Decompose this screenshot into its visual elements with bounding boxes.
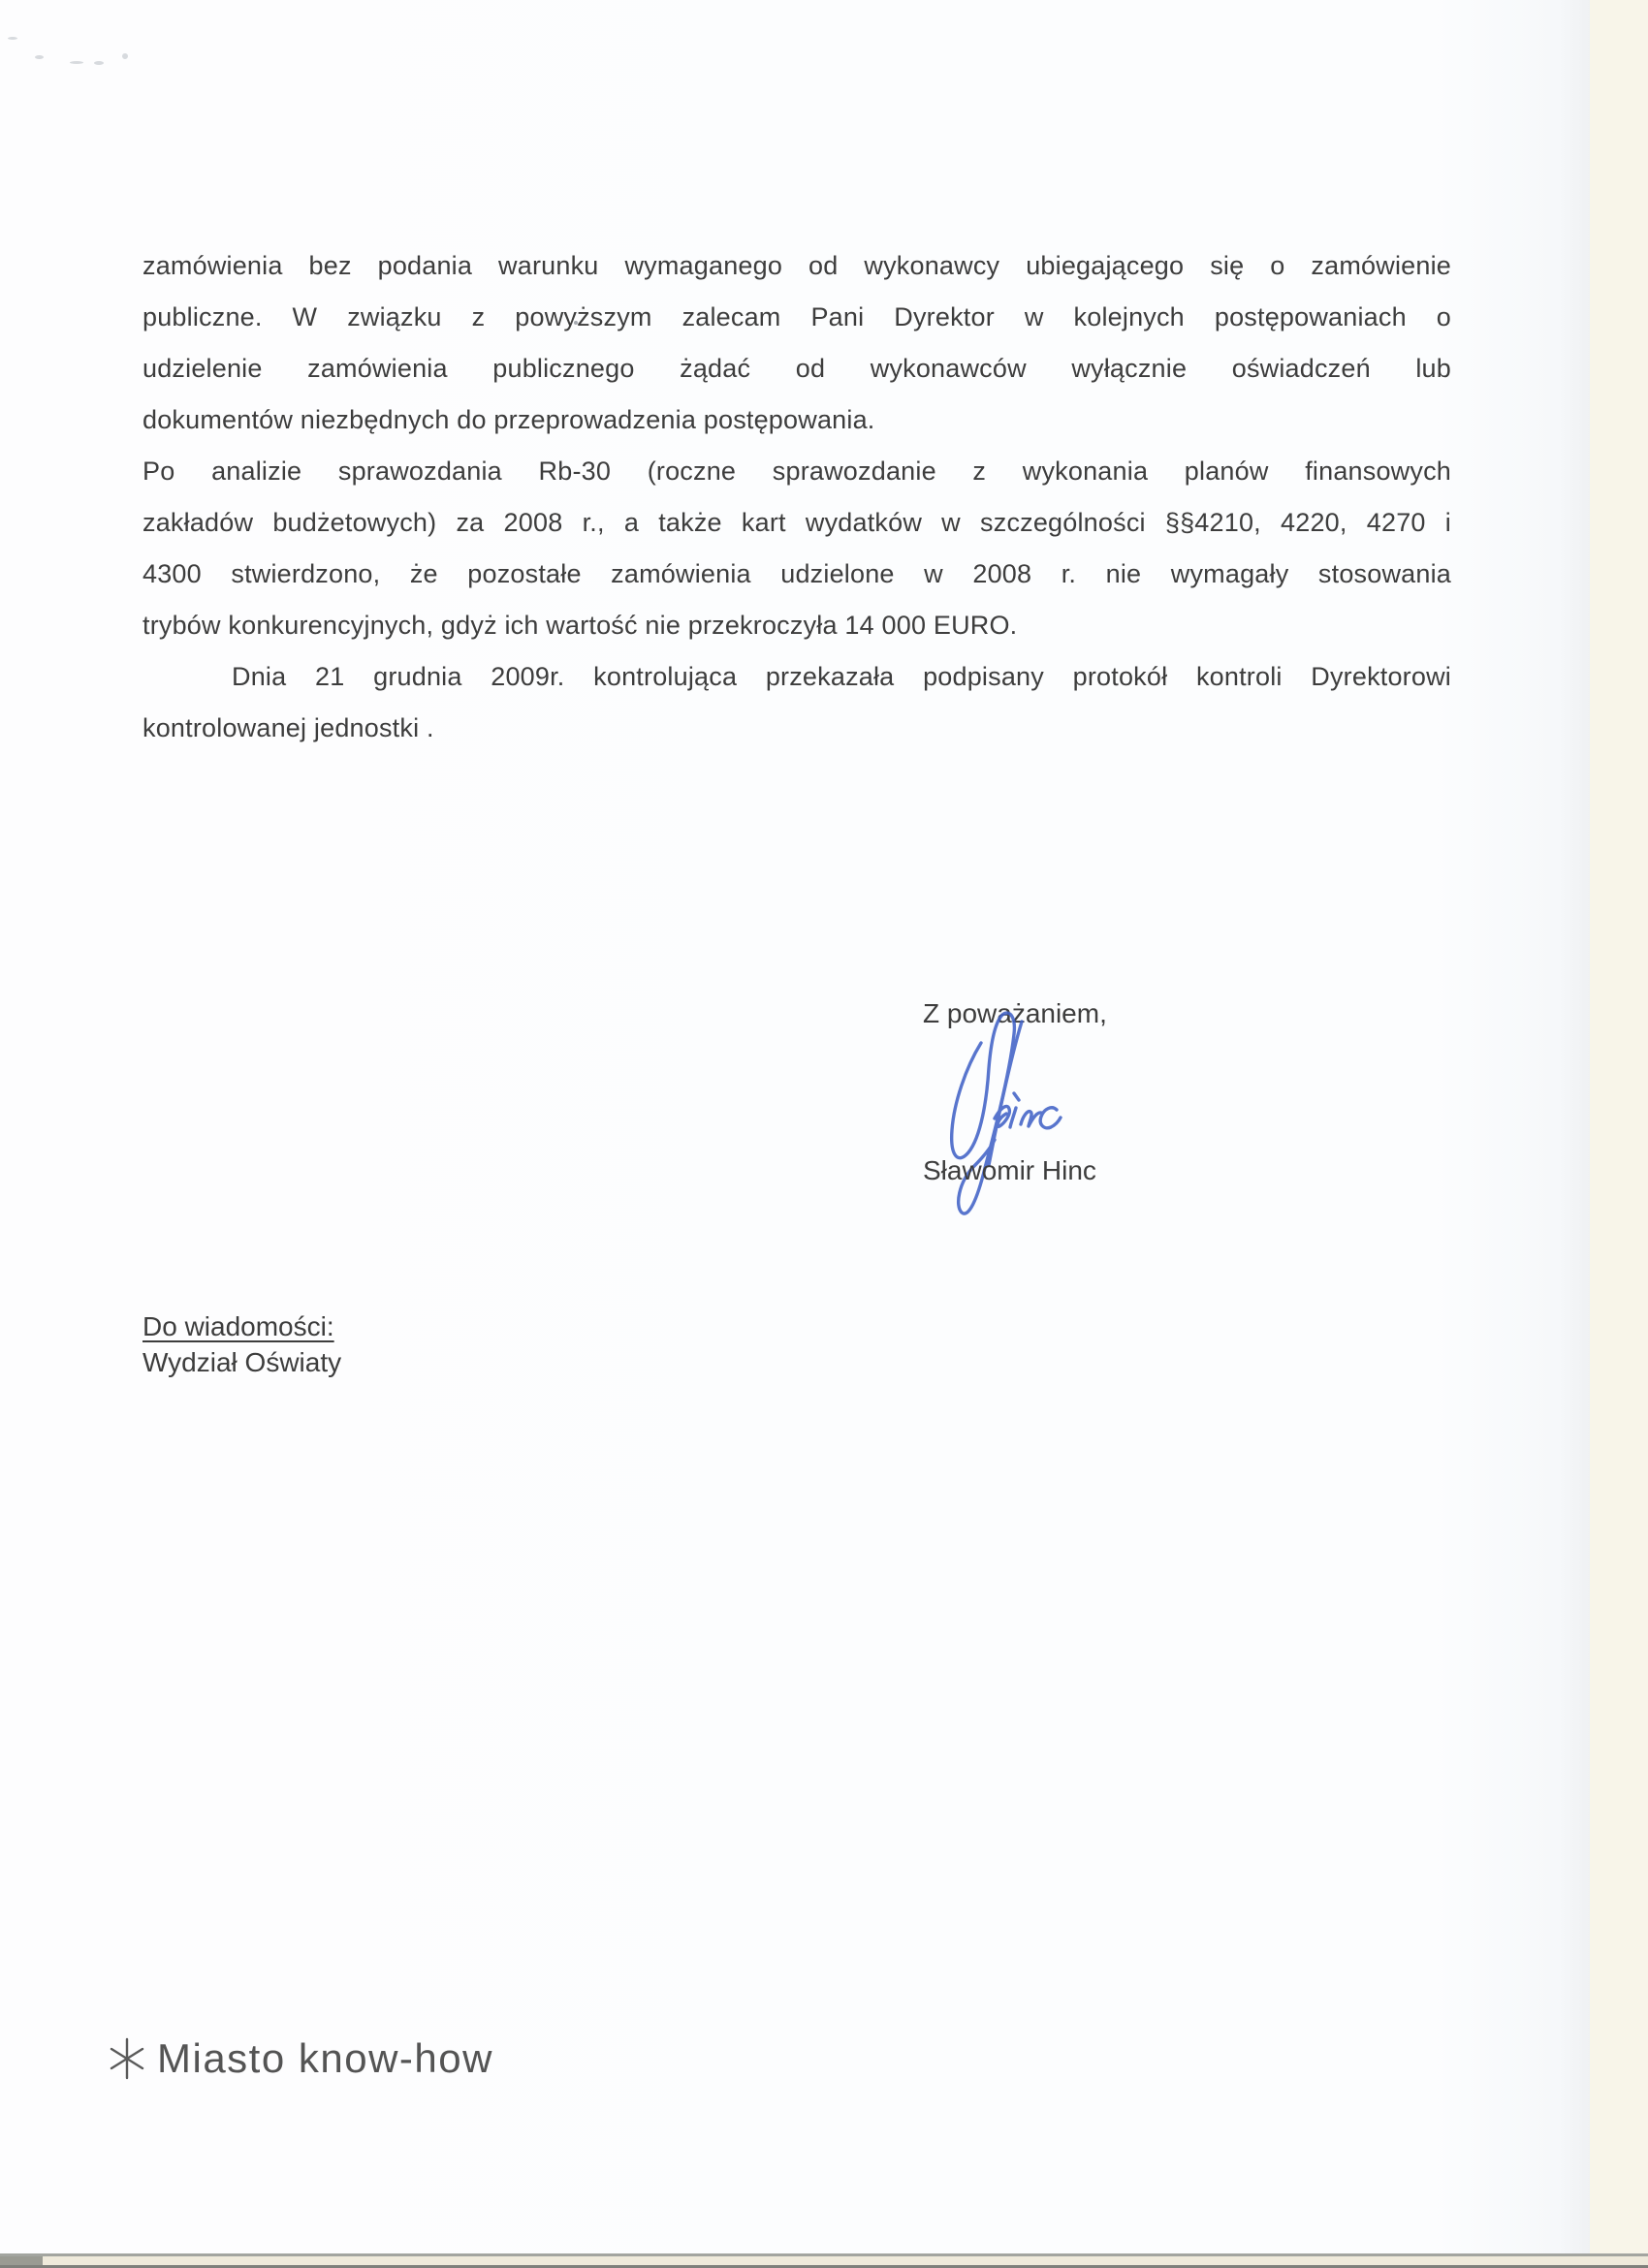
scan-artifact bbox=[94, 61, 104, 65]
text-line: dokumentów niezbędnych do przeprowadzenia postępowania. bbox=[143, 405, 875, 434]
closing-salutation: Z poważaniem, bbox=[923, 998, 1107, 1028]
signer-name: Sławomir Hinc bbox=[923, 1155, 1096, 1185]
scan-artifact bbox=[70, 61, 83, 64]
text-line: 4300 stwierdzono, że pozostałe zamówienia udzielone w 2008 r. nie wymagały stosowania bbox=[143, 559, 1451, 588]
text-line: udzielenie zamówienia publicznego żądać od wykonawców wyłącznie oświadczeń lub bbox=[143, 354, 1451, 383]
scan-artifact bbox=[35, 55, 44, 59]
handwritten-signature bbox=[936, 1010, 1068, 1223]
distribution-heading: Do wiadomości: bbox=[143, 1311, 334, 1341]
text-line: Po analizie sprawozdania Rb-30 (roczne sprawozdanie z wykonania planów finansowych bbox=[143, 457, 1451, 486]
distribution-block bbox=[143, 1308, 341, 1380]
text-line: trybów konkurencyjnych, gdyż ich wartość nie przekroczyła 14 000 EURO. bbox=[143, 611, 1018, 640]
text-line: kontrolowanej jednostki . bbox=[143, 713, 434, 742]
text-line: zakładów budżetowych) za 2008 r., a także kart wydatków w szczególności §§4210, 4220, 4270 i bbox=[143, 508, 1451, 537]
scan-artifact bbox=[8, 37, 17, 40]
scan-artifact bbox=[122, 53, 128, 59]
distribution-recipient: Wydział Oświaty bbox=[143, 1347, 342, 1377]
scanner-edge-corner bbox=[0, 2256, 43, 2265]
scanner-edge-band bbox=[0, 2256, 1648, 2265]
paragraph bbox=[143, 240, 1451, 446]
paragraph bbox=[143, 446, 1451, 651]
text-line: zamówienia bez podania warunku wymaganego od wykonawcy ubiegającego się o zamówienie bbox=[143, 251, 1451, 280]
paragraph bbox=[143, 651, 1451, 754]
asterisk-logo-icon bbox=[109, 2036, 145, 2081]
text-line: publiczne. W związku z powyższym zalecam Pani Dyrektor w kolejnych postępowaniach o bbox=[143, 302, 1451, 331]
footer-logo bbox=[109, 2035, 493, 2082]
text-line: Dnia 21 grudnia 2009r. kontrolująca przekazała podpisany protokół kontroli Dyrektorowi bbox=[232, 662, 1451, 691]
footer-logo-text: Miasto know-how bbox=[157, 2035, 493, 2081]
letter-body bbox=[143, 240, 1451, 754]
